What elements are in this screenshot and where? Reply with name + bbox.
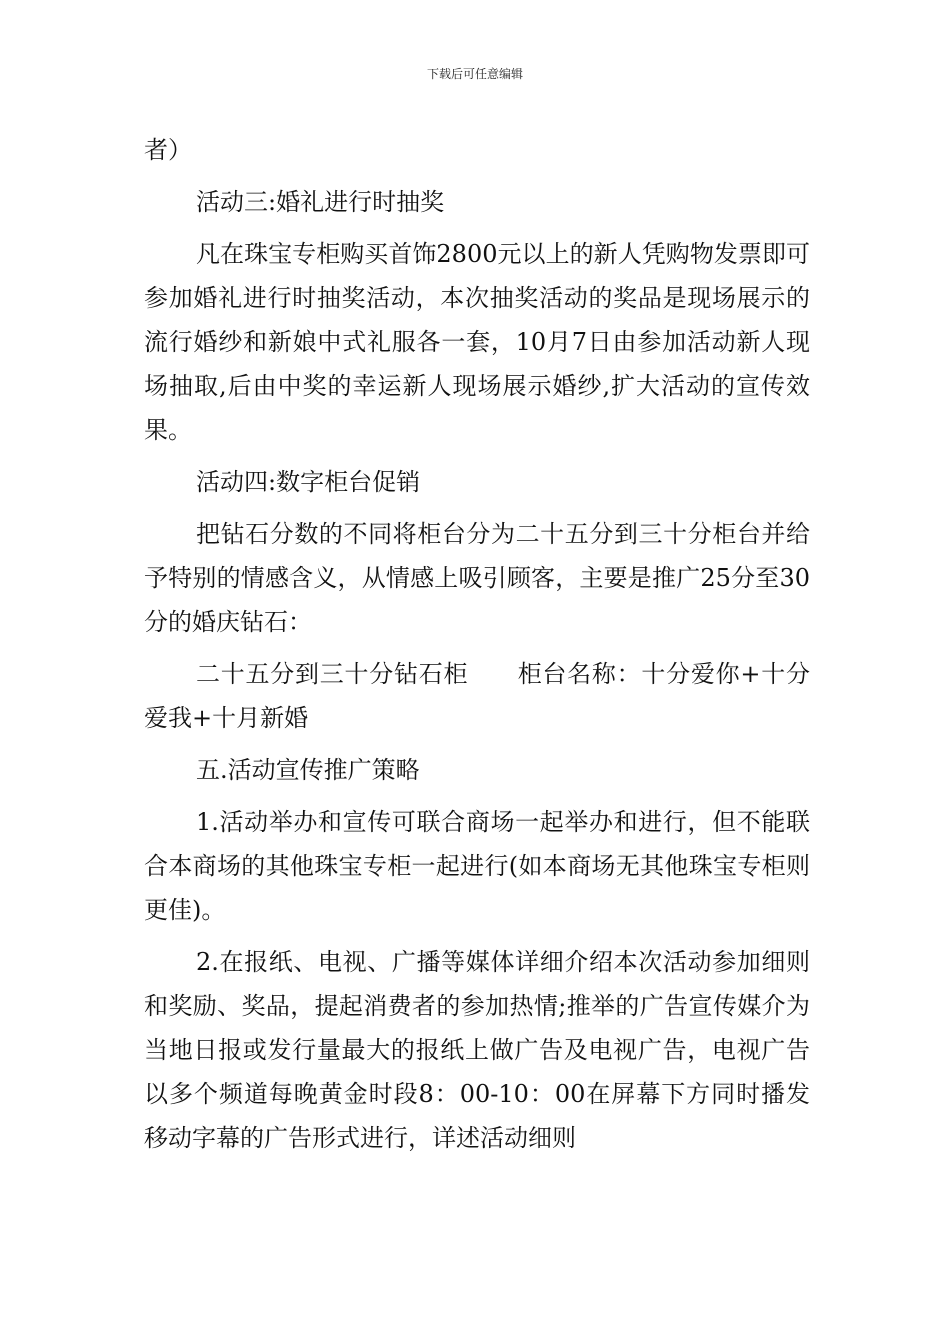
paragraph-activity-four: 把钻石分数的不同将柜台分为二十五分到三十分柜台并给予特别的情感含义，从情感上吸引顾客，主要是推广25分至30分的婚庆钻石： [144, 520, 810, 636]
paragraph-item-1: 1.活动举办和宣传可联合商场一起举办和进行，但不能联合本商场的其他珠宝专柜一起进行(如本商场无其他珠宝专柜则更佳)。 [144, 808, 810, 924]
document-body [144, 128, 810, 1160]
paragraph-continuation: 者） [144, 136, 192, 164]
page-header: 下载后可任意编辑 [426, 67, 523, 81]
heading-activity-three: 活动三:婚礼进行时抽奖 [196, 188, 445, 216]
heading-activity-four: 活动四:数字柜台促销 [196, 468, 421, 496]
paragraph-item-2: 2.在报纸、电视、广播等媒体详细介绍本次活动参加细则和奖励、奖品，提起消费者的参加热情;推举的广告宣传媒介为当地日报或发行量最大的报纸上做广告及电视广告，电视广告以多个频道每晚黄金时段8：00-10：00在屏幕下方同时播发移动字幕的广告形式进行，详述活动细则 [144, 948, 810, 1152]
paragraph-activity-three: 凡在珠宝专柜购买首饰2800元以上的新人凭购物发票即可参加婚礼进行时抽奖活动，本次抽奖活动的奖品是现场展示的流行婚纱和新娘中式礼服各一套，10月7日由参加活动新人现场抽取,后由中奖的幸运新人现场展示婚纱,扩大活动的宣传效果。 [144, 240, 810, 444]
paragraph-counter-names: 二十五分到三十分钻石柜 柜台名称：十分爱你+十分爱我+十月新婚 [144, 660, 810, 732]
heading-section-five: 五.活动宣传推广策略 [196, 756, 420, 784]
